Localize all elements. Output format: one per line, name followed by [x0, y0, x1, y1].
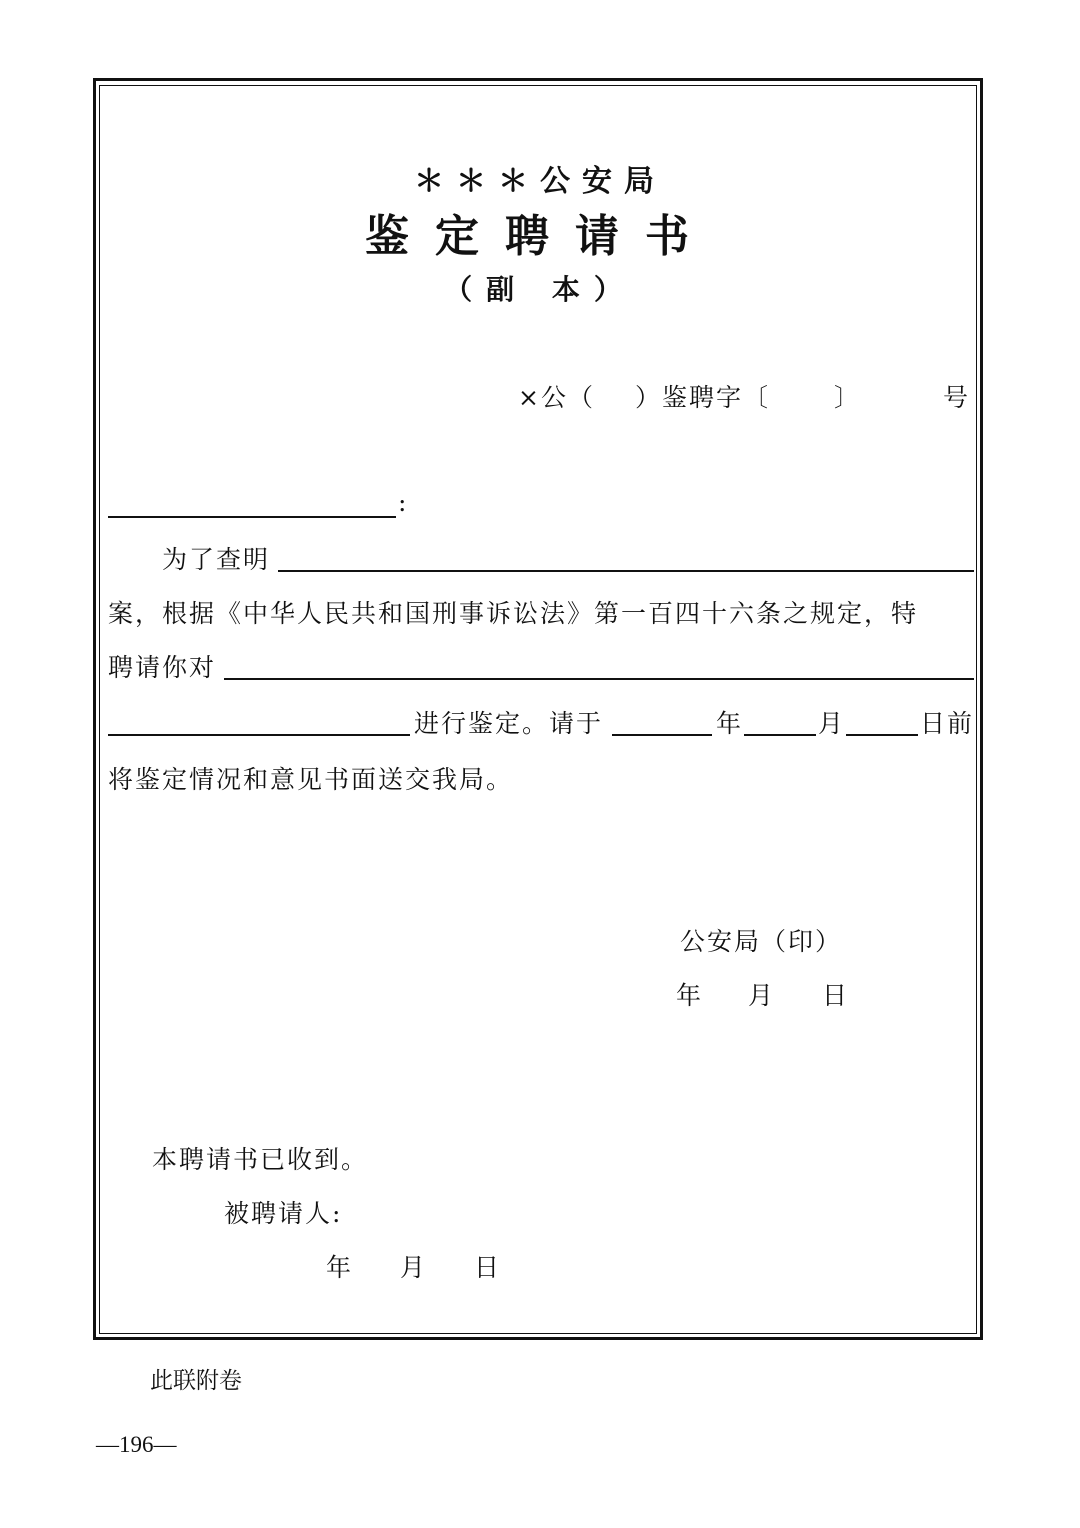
doc-number-prefix: ×公（ [518, 383, 595, 412]
appointee-label: 被聘请人: [224, 1199, 343, 1228]
doc-number-close: 〕 [833, 383, 861, 412]
archive-note: 此联附卷 [150, 1368, 242, 1394]
document-title: 鉴定聘请书 [365, 211, 715, 262]
document-number [518, 378, 970, 414]
line4-month: 月 [818, 709, 846, 738]
receipt-day: 日 [474, 1253, 502, 1282]
month-blank [744, 734, 816, 736]
line1-prefix: 为了查明 [162, 545, 271, 574]
year-blank [612, 734, 712, 736]
line4-year: 年 [716, 709, 744, 738]
doc-number-suffix: 号 [942, 383, 970, 412]
doc-number-middle: ）鉴聘字〔 [634, 383, 770, 412]
subject-blank [224, 678, 974, 680]
line3-prefix: 聘请你对 [108, 653, 217, 682]
day-blank [846, 734, 918, 736]
signature-month: 月 [748, 981, 776, 1010]
subject-blank-cont [108, 734, 410, 736]
signature-year: 年 [676, 981, 704, 1010]
line5-text: 将鉴定情况和意见书面送交我局。 [108, 765, 514, 794]
signature-day: 日 [822, 981, 850, 1010]
page-number: —196— [96, 1432, 177, 1457]
case-blank [278, 570, 974, 572]
agency-name: ＊＊＊公安局 [414, 164, 666, 199]
recipient-colon: : [398, 488, 409, 517]
receipt-confirmation: 本聘请书已收到。 [152, 1145, 369, 1174]
line2-text: 案，根据《中华人民共和国刑事诉讼法》第一百四十六条之规定，特 [108, 599, 919, 628]
line4-text: 进行鉴定。请于 [414, 709, 604, 738]
issuer-seal: 公安局（印） [680, 927, 843, 956]
line4-day-before: 日前 [920, 709, 975, 738]
recipient-blank [108, 516, 396, 518]
copy-mark: （副 本） [444, 273, 636, 306]
receipt-month: 月 [400, 1253, 428, 1282]
receipt-year: 年 [326, 1253, 354, 1282]
